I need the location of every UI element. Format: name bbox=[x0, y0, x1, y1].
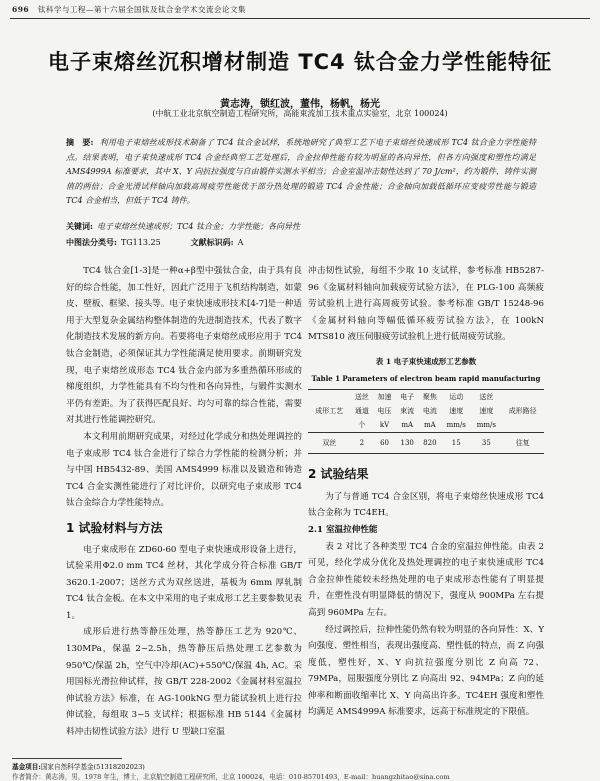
methods-continued: 冲击韧性试验，每组不少取 10 支试样，参考标准 HB5287-96《金属材料轴向加载疲劳试验方法》，在 PLG-100 高频疲劳试验机上进行高周疲劳试验。参考标准 GB/T 15248-96《金属材料轴向等幅低循环疲劳试验方法》，在 100kN MTS810 液压伺服疲劳试验机上进行低周疲劳试验。 bbox=[308, 266, 544, 343]
keywords bbox=[66, 221, 536, 232]
abstract-label: 摘 要: bbox=[66, 137, 94, 147]
keywords-text: 电子束熔丝快速成形；TC4 钛合金；力学性能；各向异性 bbox=[96, 222, 301, 231]
affiliation: (中航工业北京航空制造工程研究所，高能束流加工技术重点实验室，北京 100024) bbox=[152, 109, 448, 118]
results-paragraph-1: 为了与普通 TC4 合金区别，将电子束熔丝快速成形 TC4 钛合金称为 TC4EH。 bbox=[308, 491, 544, 519]
author-list: 黄志涛，锁红波，董伟，杨帆，杨光 bbox=[220, 99, 380, 110]
table-col-1-unit: 个 bbox=[358, 421, 366, 430]
table-cell-value: 2 bbox=[359, 439, 365, 448]
running-header bbox=[12, 4, 246, 15]
journal-name: 钛科学与工程—第十六届全国钛及钛合金学术交流会论文集 bbox=[38, 5, 247, 14]
methods-paragraph-1: 电子束成形在 ZD60-60 型电子束快速成形设备上进行，试验采用Φ2.0 mm TC4 丝材，其化学成分符合标准 GB/T 3620.1-2007；送丝方式为双丝送进，基板为 6mm 厚轧制 TC4 钛合金板。在本文中采用的电子束成形工艺主要参数见表 1。 bbox=[66, 544, 302, 621]
paper-title: 电子束熔丝沉积增材制造 TC4 钛合金力学性能特征 bbox=[48, 50, 552, 74]
table-row-header: 成形工艺 bbox=[308, 390, 351, 433]
classification bbox=[66, 237, 536, 248]
table-cell-value: 60 bbox=[380, 439, 389, 448]
table-cell-value: 820 bbox=[423, 439, 437, 448]
table1-caption-cn: 表 1 电子束快速成形工艺参数 bbox=[375, 356, 477, 366]
table-col-5-unit: mm/s bbox=[446, 421, 466, 430]
funding-text: 国家自然科学基金(51318202023) bbox=[40, 763, 145, 771]
subsection-heading-tensile: 2.1 室温拉伸性能 bbox=[308, 524, 378, 535]
results-paragraph-3: 经过调控后，拉伸性能仍然有较为明显的各向异性：X、Y 向强度、塑性相当，表现出强度高、塑性低的特点，而 Z 向强度低，塑性好，X、Y 向抗拉强度分别比 Z 向高 72、79MPa，屈服强度分别比 Z 向高出 92、94MPa；Z 向的延伸率和断面收缩率比 X、Y 向高出许多。TC4EH 强度和塑性均满足 AMS4999A 标准要求，远高于标准规定的下限值。 bbox=[308, 624, 544, 718]
methods-paragraph-2: 成形后进行热等静压处理，热等静压工艺为 920℃、130MPa，保温 2~2.5h，热等静压后热处理工艺参数为 950℃/保温 2h，空气中冷却(AC)+550℃/保温 4h, AC。采用国标光滑拉伸试样，按 GB/T 228-2002《金属材料室温拉伸试验方法》标准，在 AG-100kNG 型力能试验机上进行拉伸试验，每组取 3~5 支试样；根据标准 HB 5144《金属材料冲击韧性试验方法》进行 U 型缺口室温 bbox=[66, 627, 302, 738]
doc-code-label: 文献标识码: bbox=[190, 237, 234, 247]
table-col-1-top: 送丝 bbox=[351, 390, 374, 405]
keywords-label: 关键词: bbox=[66, 221, 93, 231]
table-col-3-unit: mA bbox=[401, 421, 414, 430]
table-path-value: 往复 bbox=[515, 439, 530, 448]
header-divider bbox=[10, 18, 590, 19]
section-heading-results: 2 试验结果 bbox=[308, 467, 369, 482]
table-path-header: 成形路径 bbox=[501, 390, 544, 433]
table-col-2-mid: 电压 bbox=[377, 407, 392, 416]
table-col-6-top: 送丝 bbox=[471, 390, 501, 405]
table-col-3-mid: 束流 bbox=[400, 407, 415, 416]
table-col-2-top: 加速 bbox=[373, 390, 396, 405]
right-column bbox=[308, 263, 544, 721]
footnote-funding bbox=[12, 761, 145, 771]
intro-paragraph-1: TC4 钛合金[1-3]是一种α+β型中强钛合金，由于具有良好的综合性能，加工性好，因此广泛用于飞机结构制造，如蒙皮、壁板、框梁、接头等。电子束快速成形技术[4-7]是一种适用于大型复杂金属结构整体制造的先进制造技术，代表了数字化制造技术发展的新方向。若要将电子束熔丝成形应用于 TC4 钛合金制造，必须保证其力学性能满足使用要求。前期研究发现，电子束熔丝成形态 TC4 钛合金内部为多重热循环形成的梯度组织，力学性能具有不均匀性和各向异性，与锻件实测水平仍有差距。为了获得匹配良好、均匀可靠的综合性能，需要对其进行性能调控研究。 bbox=[66, 266, 302, 426]
footnote-divider bbox=[12, 758, 122, 759]
table-col-4-mid: 电流 bbox=[422, 407, 437, 416]
doc-code-value: A bbox=[237, 238, 244, 247]
results-paragraph-2: 表 2 对比了各种类型 TC4 合金的室温拉伸性能。由表 2 可见，经化学成分优化及热处理调控的电子束快速成形 TC4 合金拉伸性能较未经热处理的电子束成形态性能有了明显提升，在塑性没有明显降低的情况下，强度从 900MPa 左右提高到 960MPa 左右。 bbox=[308, 541, 544, 618]
table-col-4-unit: mA bbox=[424, 421, 436, 430]
clc-label: 中图法分类号: bbox=[66, 237, 117, 247]
table-col-5-mid: 速度 bbox=[449, 407, 464, 416]
intro-paragraph-2: 本文利用前期研究成果，对经过化学成分和热处理调控的电子束成形 TC4 钛合金进行了综合力学性能的检测分析；并与中国 HB5432-89、美国 AMS4999 标准以及锻造和铸造 TC4 合金实测性能进行了对比评价，以研究电子束成形 TC4 钛合金综合力学性能特点。 bbox=[66, 431, 302, 509]
clc-value: TG113.25 bbox=[120, 238, 161, 247]
table-col-2-unit: kV bbox=[379, 421, 390, 430]
table-cell-value: 35 bbox=[481, 439, 491, 448]
table-col-4-top: 聚焦 bbox=[419, 390, 442, 405]
table-cell-value: 130 bbox=[400, 439, 414, 448]
abstract bbox=[66, 135, 536, 209]
table1-caption-en: Table 1 Parameters of electron beam rapid manufacturing bbox=[311, 373, 541, 383]
table-col-6-mid: 速度 bbox=[479, 407, 494, 416]
abstract-text: 利用电子束熔丝成形技术制备了 TC4 钛合金试样，系统地研究了典型工艺下电子束熔丝快速成形 TC4 钛合金力学性能特点。结果表明，电子束快速成形 TC4 合金经典型工艺处理后，合金拉伸性能有较为明显的各向异性，但各方向强度和塑性均满足 AMS4999A 标准要求，其中 X、Y 向抗拉强度与自由锻件实测水平相当；合金室温冲击韧性达到了 70 J/cm²，约为锻件、铸件实测值的两倍；合金光滑试样轴向加载高周疲劳性能优于部分热处理的锻造 TC4 合金性能；合金轴向加载低循环应变疲劳性能与锻造 TC4 合金相当，但低于 TC4 铸件。 bbox=[66, 138, 537, 206]
table-cell-value: 15 bbox=[451, 439, 461, 448]
funding-label: 基金项目: bbox=[12, 763, 41, 771]
page-number: 696 bbox=[12, 5, 30, 14]
parameters-table bbox=[308, 389, 544, 454]
section-heading-methods: 1 试验材料与方法 bbox=[66, 520, 163, 535]
table-col-5-top: 运动 bbox=[441, 390, 471, 405]
table-col-3-top: 电子 bbox=[396, 390, 419, 405]
table-col-1-mid: 通道 bbox=[354, 407, 369, 416]
footnote-author: 作者简介：黄志涛，男，1978 年生，博士，北京航空制造工程研究所，北京 100024，电话：010-85701493，E-mail：huangzhitao@sina.com bbox=[12, 773, 450, 781]
table-row-label: 双丝 bbox=[322, 439, 337, 448]
table-col-6-unit: mm/s bbox=[476, 421, 496, 430]
left-column bbox=[66, 263, 302, 741]
